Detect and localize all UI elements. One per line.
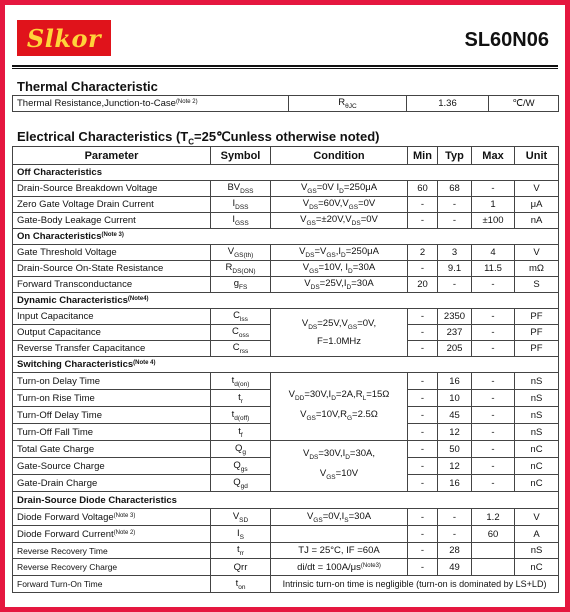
param-label: Turn-Off Fall Time [13, 424, 211, 441]
param-label: Reverse Recovery Time [13, 543, 211, 559]
unit-cell: nC [515, 458, 559, 475]
brand-name: Slkor [26, 23, 102, 53]
condition-cell: Intrinsic turn-on time is negligible (turn-on is dominated by LS+LD) [271, 576, 559, 593]
section-dynamic: Dynamic Characteristics$^{(Note4)}$ [13, 293, 559, 309]
max-cell: - [472, 407, 515, 424]
symbol-cell: $t_{rr}$ [211, 543, 271, 559]
symbol-cell: $R_{DS(ON)}$ [211, 261, 271, 277]
symbol-cell: $C_{lss}$ [211, 309, 271, 325]
condition-cell: $V_{DS}=60V,V_{GS}=0V$ [271, 197, 408, 213]
row-ton [13, 576, 559, 593]
param-label: Forward Transconductance [13, 277, 211, 293]
col-max: Max [472, 147, 515, 165]
condition-cell [271, 526, 408, 543]
unit-cell: nS [515, 373, 559, 390]
condition-cell-charge: $V_{DS}=30V,I_D=30A$, $V_{GS}=10V$ [271, 441, 408, 492]
unit-cell: PF [515, 309, 559, 325]
section-switching: Switching Characteristics$^{(Note 4)}$ [13, 357, 559, 373]
param-label: Zero Gate Voltage Drain Current [13, 197, 211, 213]
thermal-table [12, 95, 559, 112]
condition-cell-dynamic: $V_{DS}=25V,V_{GS}=0V$, F=1.0MHz [271, 309, 408, 357]
max-cell: 11.5 [472, 261, 515, 277]
row-vth [13, 245, 559, 261]
typ-cell: 3 [438, 245, 472, 261]
param-label: Turn-on Delay Time [13, 373, 211, 390]
symbol-cell: $I_{DSS}$ [211, 197, 271, 213]
thermal-heading: Thermal Characteristic [17, 79, 158, 94]
max-cell: - [472, 458, 515, 475]
max-cell: 4 [472, 245, 515, 261]
param-label: Output Capacitance [13, 325, 211, 341]
col-unit: Unit [515, 147, 559, 165]
max-cell: 60 [472, 526, 515, 543]
symbol-cell: $Q_{gs}$ [211, 458, 271, 475]
unit-cell: nC [515, 559, 559, 576]
condition-cell: TJ = 25°C, IF =60A [271, 543, 408, 559]
min-cell: - [408, 261, 438, 277]
row-trr [13, 543, 559, 559]
unit-cell: μA [515, 197, 559, 213]
section-diode: Drain-Source Diode Characteristics [13, 492, 559, 509]
min-cell: - [408, 424, 438, 441]
param-label: Turn-Off Delay Time [13, 407, 211, 424]
condition-cell: $V_{GS}=10V$, $I_D=30A$ [271, 261, 408, 277]
part-number: SL60N06 [464, 29, 549, 51]
symbol-cell: $C_{oss}$ [211, 325, 271, 341]
max-cell: - [472, 277, 515, 293]
min-cell: - [408, 441, 438, 458]
min-cell: 2 [408, 245, 438, 261]
unit-cell: mΩ [515, 261, 559, 277]
unit-cell: nS [515, 407, 559, 424]
unit-cell: nC [515, 441, 559, 458]
max-cell: - [472, 373, 515, 390]
unit-cell: V [515, 509, 559, 526]
typ-cell: 45 [438, 407, 472, 424]
row-tdon [13, 373, 559, 390]
max-cell: - [472, 475, 515, 492]
unit-cell: nS [515, 424, 559, 441]
row-rds [13, 261, 559, 277]
symbol-cell: $BV_{DSS}$ [211, 181, 271, 197]
row-idss [13, 197, 559, 213]
unit-cell: nA [515, 213, 559, 229]
condition-cell: $V_{GS}=0V$ $I_D=250\mu A$ [271, 181, 408, 197]
symbol-cell: $I_{GSS}$ [211, 213, 271, 229]
typ-cell: - [438, 213, 472, 229]
unit-cell: nC [515, 475, 559, 492]
param-label: Reverse Recovery Charge [13, 559, 211, 576]
min-cell: - [408, 390, 438, 407]
thermal-row [13, 96, 559, 112]
min-cell: - [408, 341, 438, 357]
table-header [13, 147, 559, 165]
max-cell [472, 543, 515, 559]
unit-cell: nS [515, 390, 559, 407]
col-condition: Condition [271, 147, 408, 165]
max-cell: ±100 [472, 213, 515, 229]
row-qrr [13, 559, 559, 576]
thermal-param: Thermal Resistance,Junction-to-Case$^{(Note 2)}$ [13, 96, 289, 112]
min-cell: - [408, 407, 438, 424]
condition-cell: $V_{GS}=0V,I_S=30A$ [271, 509, 408, 526]
typ-cell: - [438, 197, 472, 213]
header-rule [12, 65, 558, 67]
typ-cell: - [438, 509, 472, 526]
param-label: Gate Threshold Voltage [13, 245, 211, 261]
typ-cell: 12 [438, 458, 472, 475]
typ-cell: 205 [438, 341, 472, 357]
electrical-heading: Electrical Characteristics ($T_C=25℃unless$ otherwise noted) [17, 129, 380, 147]
symbol-cell: $t_{on}$ [211, 576, 271, 593]
section-off: Off Characteristics [13, 165, 559, 181]
symbol-cell: $C_{rss}$ [211, 341, 271, 357]
symbol-cell: Qrr [211, 559, 271, 576]
min-cell: 60 [408, 181, 438, 197]
symbol-cell: $I_S$ [211, 526, 271, 543]
min-cell: - [408, 458, 438, 475]
param-label: Diode Forward Current$^{(Note 2)}$ [13, 526, 211, 543]
max-cell: - [472, 181, 515, 197]
col-min: Min [408, 147, 438, 165]
symbol-cell: $g_{FS}$ [211, 277, 271, 293]
min-cell: - [408, 213, 438, 229]
min-cell: - [408, 475, 438, 492]
unit-cell: nS [515, 543, 559, 559]
param-label: Drain-Source On-State Resistance [13, 261, 211, 277]
param-label: Diode Forward Voltage$^{(Note 3)}$ [13, 509, 211, 526]
typ-cell: 10 [438, 390, 472, 407]
min-cell: - [408, 559, 438, 576]
thermal-value: 1.36 [407, 96, 489, 112]
min-cell: - [408, 373, 438, 390]
param-label: Input Capacitance [13, 309, 211, 325]
max-cell: - [472, 390, 515, 407]
typ-cell: 50 [438, 441, 472, 458]
typ-cell: 2350 [438, 309, 472, 325]
min-cell: - [408, 197, 438, 213]
row-igss [13, 213, 559, 229]
param-label: Gate-Drain Charge [13, 475, 211, 492]
unit-cell: A [515, 526, 559, 543]
unit-cell: V [515, 245, 559, 261]
unit-cell: PF [515, 325, 559, 341]
param-label: Reverse Transfer Capacitance [13, 341, 211, 357]
row-bvdss [13, 181, 559, 197]
header-rule-thin [12, 68, 558, 69]
electrical-table [12, 146, 559, 593]
min-cell: - [408, 309, 438, 325]
thermal-unit: ℃/W [489, 96, 559, 112]
typ-cell: 237 [438, 325, 472, 341]
max-cell: 1 [472, 197, 515, 213]
typ-cell: - [438, 526, 472, 543]
min-cell: - [408, 526, 438, 543]
unit-cell: S [515, 277, 559, 293]
max-cell: - [472, 424, 515, 441]
row-is [13, 526, 559, 543]
section-on: On Characteristics$^{(Note 3)}$ [13, 229, 559, 245]
unit-cell: V [515, 181, 559, 197]
typ-cell: 28 [438, 543, 472, 559]
min-cell: - [408, 509, 438, 526]
row-vsd [13, 509, 559, 526]
symbol-cell: $t_r$ [211, 390, 271, 407]
max-cell: - [472, 441, 515, 458]
symbol-cell: $t_{d(on)}$ [211, 373, 271, 390]
row-ciss [13, 309, 559, 325]
condition-cell: $V_{GS}=\pm 20V,V_{DS}=0V$ [271, 213, 408, 229]
symbol-cell: $V_{GS(th)}$ [211, 245, 271, 261]
max-cell: - [472, 341, 515, 357]
row-qg [13, 441, 559, 458]
min-cell: - [408, 543, 438, 559]
condition-cell-switching: $V_{DD}=30V,I_D=2A,R_L=15\Omega$ $V_{GS}=10V,R_G=2.5\Omega$ [271, 373, 408, 441]
max-cell: - [472, 325, 515, 341]
typ-cell: 68 [438, 181, 472, 197]
col-parameter: Parameter [13, 147, 211, 165]
thermal-symbol: $R_{\theta JC}$ [289, 96, 407, 112]
condition-cell: $V_{DS}=25V,I_D=30A$ [271, 277, 408, 293]
condition-cell: $V_{DS}=V_{GS},I_D=250\mu A$ [271, 245, 408, 261]
param-label: Drain-Source Breakdown Voltage [13, 181, 211, 197]
typ-cell: 49 [438, 559, 472, 576]
min-cell: - [408, 325, 438, 341]
param-label: Turn-on Rise Time [13, 390, 211, 407]
symbol-cell: $t_{d(off)}$ [211, 407, 271, 424]
param-label: Gate-Body Leakage Current [13, 213, 211, 229]
typ-cell: 12 [438, 424, 472, 441]
typ-cell: 16 [438, 373, 472, 390]
max-cell: - [472, 309, 515, 325]
min-cell: 20 [408, 277, 438, 293]
col-typ: Typ [438, 147, 472, 165]
symbol-cell: $V_{SD}$ [211, 509, 271, 526]
max-cell: 1.2 [472, 509, 515, 526]
unit-cell: PF [515, 341, 559, 357]
row-gfs [13, 277, 559, 293]
param-label: Forward Turn-On Time [13, 576, 211, 593]
max-cell [472, 559, 515, 576]
symbol-cell: $Q_g$ [211, 441, 271, 458]
col-symbol: Symbol [211, 147, 271, 165]
symbol-cell: $t_f$ [211, 424, 271, 441]
brand-logo [17, 20, 111, 56]
datasheet-page [5, 5, 565, 607]
symbol-cell: $Q_{gd}$ [211, 475, 271, 492]
condition-cell: $di/dt = 100A/\mu s^{(Note3)}$ [271, 559, 408, 576]
param-label: Gate-Source Charge [13, 458, 211, 475]
typ-cell: - [438, 277, 472, 293]
typ-cell: 16 [438, 475, 472, 492]
param-label: Total Gate Charge [13, 441, 211, 458]
typ-cell: 9.1 [438, 261, 472, 277]
